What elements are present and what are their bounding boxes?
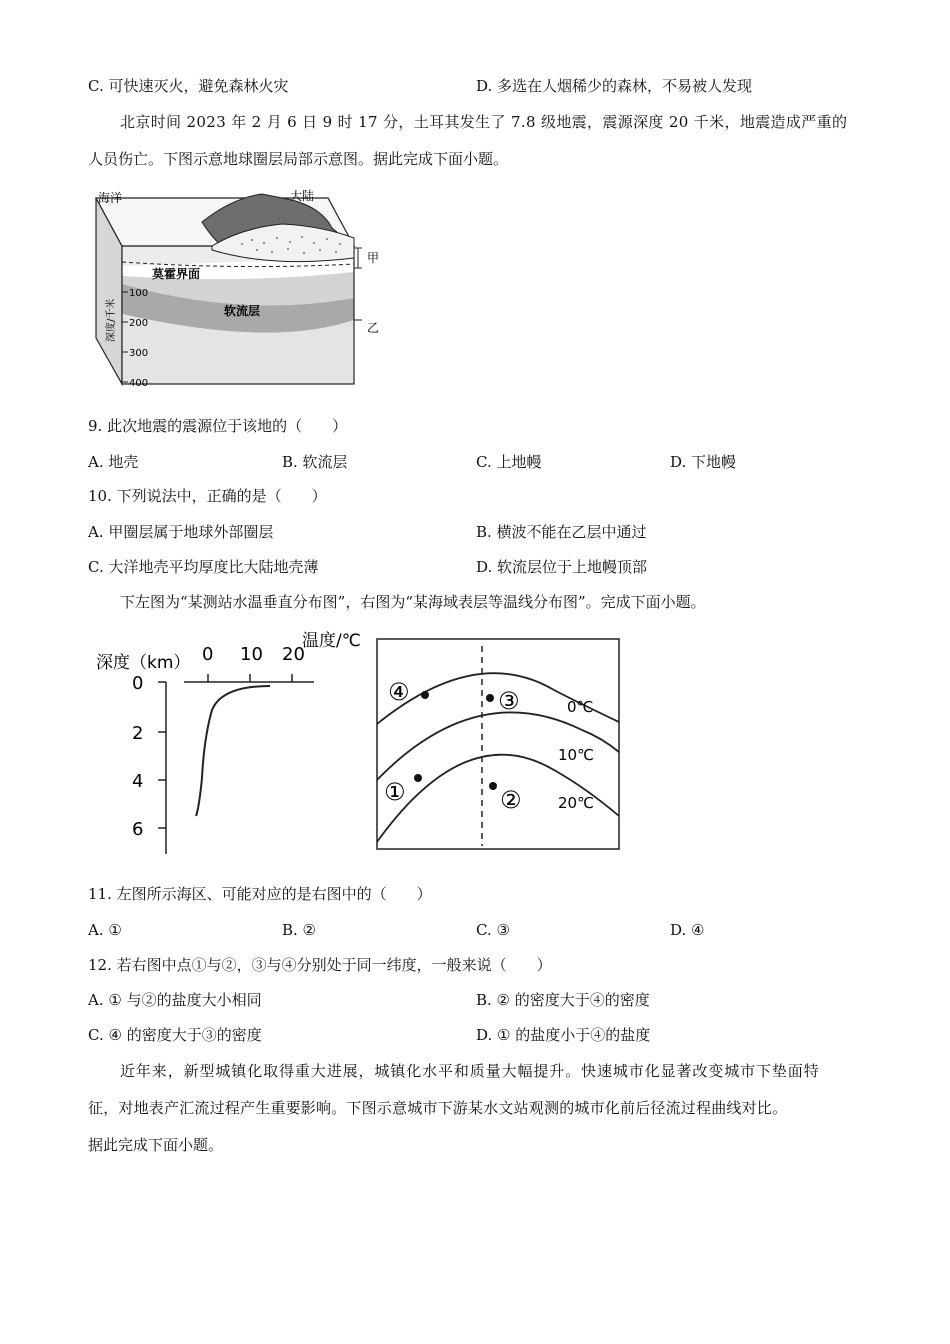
point-3-dot xyxy=(486,694,494,702)
temp-tick-10: 10 xyxy=(240,644,263,665)
q10-stem: 10. 下列说法中，正确的是（ ） xyxy=(88,487,327,505)
water-temperature-profile-chart xyxy=(92,628,382,860)
point-3-label: ③ xyxy=(498,687,520,715)
q11-stem: 11. 左图所示海区、可能对应的是右图中的（ ） xyxy=(88,885,432,903)
temp-axis-label: 温度/℃ xyxy=(302,631,361,651)
label-ocean: 海洋 xyxy=(98,191,123,205)
q10-option-a: A. 甲圈层属于地球外部圈层 xyxy=(88,523,274,541)
label-yi: 乙 xyxy=(367,321,380,335)
q11-option-c: C. ③ xyxy=(476,921,510,939)
point-2-label: ② xyxy=(500,786,522,814)
isotherm-label-0: 0℃ xyxy=(567,698,594,716)
depth-tick-2: 2 xyxy=(132,723,144,744)
temperature-curve xyxy=(196,686,270,816)
intro-paragraph-2: 下左图为“某测站水温垂直分布图”，右图为“某海域表层等温线分布图”。完成下面小题。 xyxy=(120,593,706,611)
intro-paragraph-3-line-3: 据此完成下面小题。 xyxy=(88,1136,224,1154)
intro-paragraph-3-line-1: 近年来，新型城镇化取得重大进展，城镇化水平和质量大幅提升。快速城市化显著改变城市下垫面特 xyxy=(120,1062,820,1080)
q12-option-d: D. ① 的盐度小于④的盐度 xyxy=(476,1026,651,1044)
depth-tick-200: 200 xyxy=(129,318,149,329)
q12-option-c: C. ④ 的密度大于③的密度 xyxy=(88,1026,262,1044)
q8-option-d: D. 多选在人烟稀少的森林，不易被人发现 xyxy=(476,77,753,95)
q11-option-d: D. ④ xyxy=(670,921,705,939)
sea-isotherm-map xyxy=(376,638,622,852)
earth-layers-diagram xyxy=(92,188,402,393)
q9-stem: 9. 此次地震的震源位于该地的（ ） xyxy=(88,417,348,435)
label-moho: 莫霍界面 xyxy=(152,267,201,281)
depth-tick-6: 6 xyxy=(132,819,144,840)
q12-option-a: A. ① 与②的盐度大小相同 xyxy=(88,991,262,1009)
temp-tick-0: 0 xyxy=(202,644,214,665)
q9-option-b: B. 软流层 xyxy=(282,453,348,471)
q9-option-c: C. 上地幔 xyxy=(476,453,542,471)
depth-tick-300: 300 xyxy=(129,348,149,359)
isotherm-label-20: 20℃ xyxy=(558,794,594,812)
intro-paragraph-1-line-2: 人员伤亡。下图示意地球圈层局部示意图。据此完成下面小题。 xyxy=(88,150,509,168)
isotherm-label-10: 10℃ xyxy=(558,746,594,764)
q9-option-a: A. 地壳 xyxy=(88,453,139,471)
point-2-dot xyxy=(489,782,497,790)
point-1-dot xyxy=(414,774,422,782)
depth-tick-0: 0 xyxy=(132,673,144,694)
depth-tick-400: 400 xyxy=(129,378,149,389)
point-4-label: ④ xyxy=(388,678,410,706)
q11-option-b: B. ② xyxy=(282,921,317,939)
q9-option-d: D. 下地幔 xyxy=(670,453,737,471)
point-1-label: ① xyxy=(384,778,406,806)
label-asthenosphere: 软流层 xyxy=(224,304,261,318)
q8-option-c: C. 可快速灭火，避免森林火灾 xyxy=(88,77,289,95)
depth-tick-100: 100 xyxy=(129,288,149,299)
q12-stem: 12. 若右图中点①与②，③与④分别处于同一纬度，一般来说（ ） xyxy=(88,956,552,974)
depth-axis-label: 深度（km） xyxy=(96,653,191,673)
label-continent: 大陆 xyxy=(290,189,315,203)
intro-paragraph-1-line-1: 北京时间 2023 年 2 月 6 日 9 时 17 分，土耳其发生了 7.8 级地震，震源深度 20 千米，地震造成严重的 xyxy=(120,113,848,131)
intro-paragraph-3-line-2: 征，对地表产汇流过程产生重要影响。下图示意城市下游某水文站观测的城市化前后径流过程曲线对比。 xyxy=(88,1099,788,1117)
q10-option-c: C. 大洋地壳平均厚度比大陆地壳薄 xyxy=(88,558,319,576)
q12-option-b: B. ② 的密度大于④的密度 xyxy=(476,991,650,1009)
temp-tick-20: 20 xyxy=(282,644,305,665)
depth-axis-label: 深度/千米 xyxy=(106,298,117,342)
q10-option-d: D. 软流层位于上地幔顶部 xyxy=(476,558,648,576)
q10-option-b: B. 横波不能在乙层中通过 xyxy=(476,523,647,541)
label-jia: 甲 xyxy=(367,251,380,265)
q11-option-a: A. ① xyxy=(88,921,122,939)
depth-tick-4: 4 xyxy=(132,771,144,792)
point-4-dot xyxy=(421,691,429,699)
